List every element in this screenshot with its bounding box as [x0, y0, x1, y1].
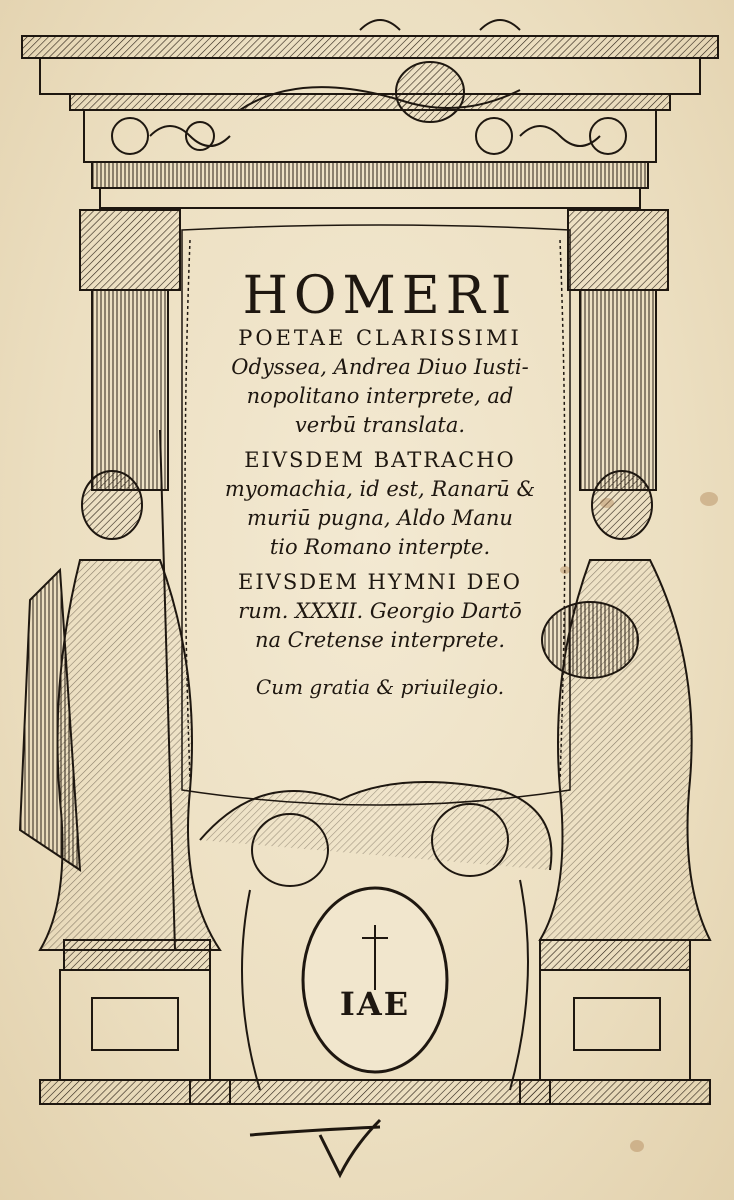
foxing-stain [700, 492, 718, 506]
title-line: POETAE CLARISSIMI [238, 326, 522, 350]
title-line: na Cretense interprete. [254, 628, 506, 652]
emblem-monogram: IAE [339, 985, 411, 1023]
foxing-stain [600, 498, 614, 508]
title-line: verbū translata. [294, 413, 466, 437]
title-text [190, 268, 570, 768]
manuscript-mark [250, 1120, 380, 1175]
title-line: Odyssea, Andrea Diuo Iusti- [231, 355, 529, 379]
emblem-shield [303, 888, 447, 1072]
title-line: nopolitano interprete, ad [246, 384, 514, 408]
title-line: tio Romano interpte. [269, 535, 491, 559]
privilege-line: Cum gratia & priuilegio. [255, 675, 505, 699]
title-homeri: HOMERI [242, 266, 518, 326]
cornice [22, 36, 718, 208]
title-line: EIVSDEM BATRACHO [244, 448, 516, 472]
title-line: muriū pugna, Aldo Manu [247, 506, 513, 530]
title-line: EIVSDEM HYMNI DEO [238, 570, 522, 594]
title-line: myomachia, id est, Ranarū & [224, 477, 536, 501]
title-line: rum. XXXII. Georgio Dartō [238, 599, 522, 623]
foxing-stain [630, 1140, 644, 1152]
